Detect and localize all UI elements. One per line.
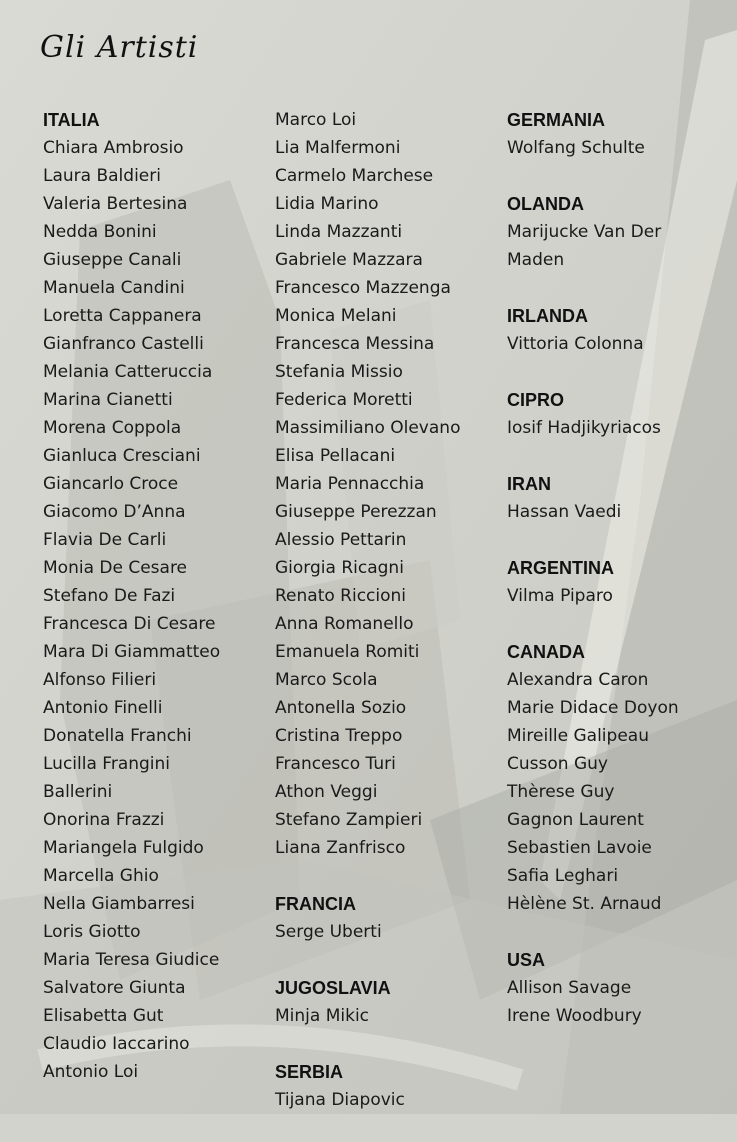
country-heading: FRANCIA bbox=[275, 894, 356, 914]
artist-name: Iosif Hadjikyriacos bbox=[507, 418, 661, 438]
artist-name: Sebastien Lavoie bbox=[507, 838, 652, 858]
country-heading: OLANDA bbox=[507, 194, 584, 214]
group-italia bbox=[43, 106, 220, 1086]
artist-name: Loretta Cappanera bbox=[43, 306, 202, 326]
artist-name: Loris Giotto bbox=[43, 922, 141, 942]
artist-name: Ballerini bbox=[43, 782, 113, 802]
artist-name: Monica Melani bbox=[275, 306, 397, 326]
artist-name: Alessio Pettarin bbox=[275, 530, 407, 550]
artist-name: Giancarlo Croce bbox=[43, 474, 179, 494]
artist-name: Giuseppe Perezzan bbox=[275, 502, 437, 522]
artist-name: Francesca Di Cesare bbox=[43, 614, 216, 634]
artist-name: Francesco Turi bbox=[275, 754, 396, 774]
country-heading: SERBIA bbox=[275, 1062, 344, 1082]
country-heading: GERMANIA bbox=[507, 110, 605, 130]
artist-name: Gabriele Mazzara bbox=[275, 250, 423, 270]
artist-name: Antonio Finelli bbox=[43, 698, 163, 718]
artist-name: Morena Coppola bbox=[43, 418, 182, 438]
page-title: Gli Artisti bbox=[40, 30, 199, 65]
group-iran bbox=[507, 470, 679, 526]
artist-name: Manuela Candini bbox=[43, 278, 185, 298]
artist-name: Hassan Vaedi bbox=[507, 502, 622, 522]
country-heading: ARGENTINA bbox=[507, 558, 614, 578]
artist-name: Liana Zanfrisco bbox=[275, 838, 406, 858]
artist-name: Antonio Loi bbox=[43, 1062, 139, 1082]
artist-name: Alexandra Caron bbox=[507, 670, 649, 690]
artist-name: Gianluca Cresciani bbox=[43, 446, 201, 466]
artist-name: Marina Cianetti bbox=[43, 390, 173, 410]
artist-name: Mara Di Giammatteo bbox=[43, 642, 221, 662]
artist-name: Marco Scola bbox=[275, 670, 378, 690]
artist-name: Lidia Marino bbox=[275, 194, 379, 214]
artist-name: Marcella Ghio bbox=[43, 866, 159, 886]
artist-name: Laura Baldieri bbox=[43, 166, 161, 186]
country-heading: ITALIA bbox=[43, 110, 100, 130]
artist-name: Nella Giambarresi bbox=[43, 894, 195, 914]
country-heading: USA bbox=[507, 950, 546, 970]
name-list bbox=[43, 134, 220, 1086]
artist-name: Monia De Cesare bbox=[43, 558, 188, 578]
artist-name: Marijucke Van Der bbox=[507, 222, 662, 242]
column-3 bbox=[507, 106, 679, 1058]
artist-name: Wolfang Schulte bbox=[507, 138, 645, 158]
artist-name: Gagnon Laurent bbox=[507, 810, 644, 830]
artist-name: Hèlène St. Arnaud bbox=[507, 894, 662, 914]
artist-name: Stefania Missio bbox=[275, 362, 403, 382]
artist-name: Anna Romanello bbox=[275, 614, 414, 634]
artist-name: Antonella Sozio bbox=[275, 698, 407, 718]
artist-name: Cristina Treppo bbox=[275, 726, 403, 746]
artist-name: Federica Moretti bbox=[275, 390, 413, 410]
artist-name: Lucilla Frangini bbox=[43, 754, 171, 774]
artist-name: Stefano De Fazi bbox=[43, 586, 176, 606]
group-germania bbox=[507, 106, 679, 162]
artist-name: Athon Veggi bbox=[275, 782, 378, 802]
group-francia bbox=[275, 890, 460, 946]
artist-name: Stefano Zampieri bbox=[275, 810, 423, 830]
artist-name: Giorgia Ricagni bbox=[275, 558, 404, 578]
artist-name: Elisa Pellacani bbox=[275, 446, 396, 466]
group-serbia bbox=[275, 1058, 460, 1114]
artist-name: Francesco Mazzenga bbox=[275, 278, 451, 298]
artist-name: Giuseppe Canali bbox=[43, 250, 182, 270]
artist-name: Marco Loi bbox=[275, 110, 357, 130]
artist-name: Donatella Franchi bbox=[43, 726, 192, 746]
group-canada bbox=[507, 638, 679, 918]
artist-name: Renato Riccioni bbox=[275, 586, 407, 606]
artist-name: Allison Savage bbox=[507, 978, 632, 998]
artist-name: Claudio Iaccarino bbox=[43, 1034, 190, 1054]
group-olanda bbox=[507, 190, 679, 274]
artist-name: Thèrese Guy bbox=[507, 782, 615, 802]
artist-name: Vilma Piparo bbox=[507, 586, 613, 606]
country-heading: CIPRO bbox=[507, 390, 565, 410]
artist-name: Gianfranco Castelli bbox=[43, 334, 204, 354]
artist-name: Melania Catteruccia bbox=[43, 362, 213, 382]
artist-name: Minja Mikic bbox=[275, 1006, 370, 1026]
group-argentina bbox=[507, 554, 679, 610]
country-heading: IRLANDA bbox=[507, 306, 588, 326]
artist-name: Serge Uberti bbox=[275, 922, 382, 942]
artist-name: Alfonso Filieri bbox=[43, 670, 157, 690]
artist-name: Emanuela Romiti bbox=[275, 642, 420, 662]
artist-name: Safia Leghari bbox=[507, 866, 619, 886]
artist-name: Mariangela Fulgido bbox=[43, 838, 204, 858]
artist-name: Cusson Guy bbox=[507, 754, 608, 774]
artist-name: Flavia De Carli bbox=[43, 530, 167, 550]
artist-name: Irene Woodbury bbox=[507, 1006, 642, 1026]
group-jugoslavia bbox=[275, 974, 460, 1030]
group-usa bbox=[507, 946, 679, 1030]
artist-name: Maria Pennacchia bbox=[275, 474, 425, 494]
artist-name: Lia Malfermoni bbox=[275, 138, 401, 158]
artist-name: Vittoria Colonna bbox=[507, 334, 644, 354]
artist-name: Francesca Messina bbox=[275, 334, 435, 354]
artist-name: Maria Teresa Giudice bbox=[43, 950, 220, 970]
artist-name: Chiara Ambrosio bbox=[43, 138, 184, 158]
artist-name: Valeria Bertesina bbox=[43, 194, 188, 214]
artist-name: Linda Mazzanti bbox=[275, 222, 403, 242]
column-2 bbox=[275, 106, 460, 1142]
artist-name: Tijana Diapovic bbox=[275, 1090, 405, 1110]
artist-name: Onorina Frazzi bbox=[43, 810, 165, 830]
country-heading: CANADA bbox=[507, 642, 585, 662]
group-cipro bbox=[507, 386, 679, 442]
artist-name: Maden bbox=[507, 250, 565, 270]
artist-name: Massimiliano Olevano bbox=[275, 418, 461, 438]
artist-name: Elisabetta Gut bbox=[43, 1006, 164, 1026]
artist-name: Salvatore Giunta bbox=[43, 978, 186, 998]
country-heading: JUGOSLAVIA bbox=[275, 978, 391, 998]
group-italia-continued bbox=[275, 106, 460, 862]
artist-name: Giacomo D’Anna bbox=[43, 502, 186, 522]
artist-name: Mireille Galipeau bbox=[507, 726, 649, 746]
artist-name: Marie Didace Doyon bbox=[507, 698, 679, 718]
group-irlanda bbox=[507, 302, 679, 358]
column-1 bbox=[43, 106, 220, 1114]
artist-name: Nedda Bonini bbox=[43, 222, 157, 242]
artist-name: Carmelo Marchese bbox=[275, 166, 434, 186]
country-heading: IRAN bbox=[507, 474, 551, 494]
